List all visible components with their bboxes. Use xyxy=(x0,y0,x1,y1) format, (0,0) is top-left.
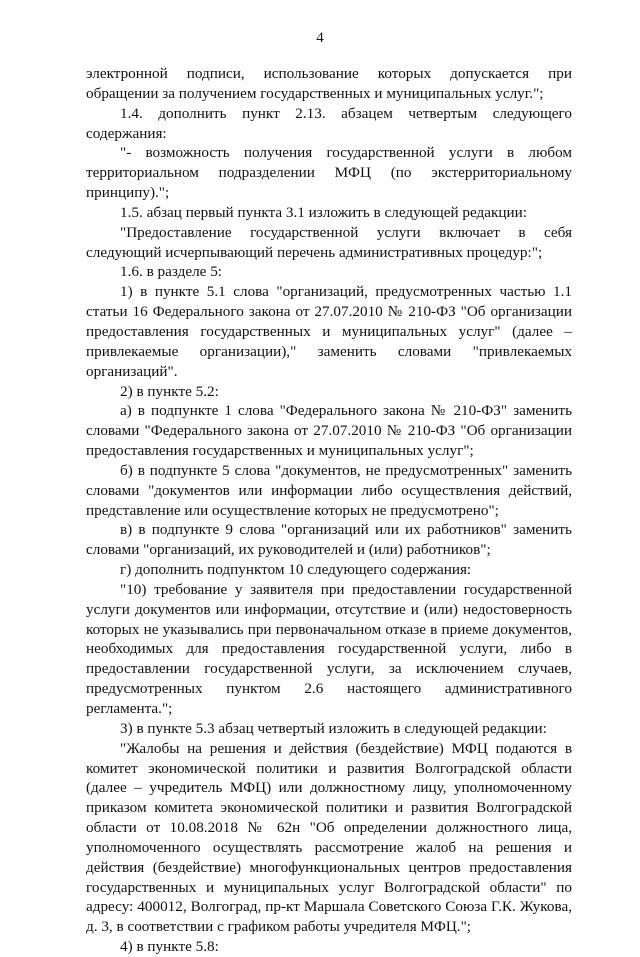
paragraph: 2) в пункте 5.2: xyxy=(120,382,219,400)
page-number: 4 xyxy=(316,30,324,46)
paragraph: г) дополнить подпунктом 10 следующего содержания: xyxy=(120,561,472,579)
paragraph: "- возможность получения государственной услуги в любом территориальном подразделении МФЦ (по экстерриториальному принципу)."; xyxy=(86,144,572,202)
paragraph: 1.5. абзац первый пункта 3.1 изложить в следующей редакции: xyxy=(120,203,527,221)
paragraph: а) в подпункте 1 слова "Федерального закона № 210-ФЗ" заменить словами "Федерального закона от 27.07.2010 № 210-ФЗ "Об организации предоставления государственных и муниципальных услуг"; xyxy=(86,402,572,460)
paragraph: "10) требование у заявителя при предоставлении государственной услуги документов или информации, отсутствие и (или) недостоверность которых не указывались при первоначальном отказе в приеме документов, необходимых для предоставления государственной услуги, либо в предоставлении государственной услуги, за исключением случаев, предусмотренных пунктом 2.6 настоящего административного регламента."; xyxy=(86,580,572,717)
paragraph: "Предоставление государственной услуги включает в себя следующий исчерпывающий перечень административных процедур:"; xyxy=(86,223,572,261)
paragraph: 4) в пункте 5.8: xyxy=(120,938,219,956)
paragraph: 3) в пункте 5.3 абзац четвертый изложить в следующей редакции: xyxy=(120,719,547,737)
paragraph: электронной подписи, использование которых допускается при обращении за получением государственных и муниципальных услуг."; xyxy=(86,65,572,102)
paragraph: 1.4. дополнить пункт 2.13. абзацем четвертым следующего содержания: xyxy=(86,104,572,142)
document-body xyxy=(86,64,572,957)
paragraph: "Жалобы на решения и действия (бездействие) МФЦ подаются в комитет экономической политики и развития Волгоградской области (далее – учредитель МФЦ) или должностному лицу, уполномоченному приказом комитета экономической политики и развития Волгоградской области от 10.08.2018 № 62н "Об определении должностного лица, уполномоченного осуществлять рассмотрение жалоб на решения и действия (бездействие) многофункциональных центров предоставления государственных и муниципальных услуг Волгоградской области" по адресу: 400012, Волгоград, пр-кт Маршала Советского Союза Г.К. Жукова, д. 3, в соответствии с графиком работы учредителя МФЦ."; xyxy=(86,739,572,936)
paragraph: б) в подпункте 5 слова "документов, не предусмотренных" заменить словами "документов или информации либо осуществления действий, представление или осуществление которых не предусмотрено"; xyxy=(86,461,572,519)
paragraph: 1) в пункте 5.1 слова "организаций, предусмотренных частью 1.1 статьи 16 Федерального закона от 27.07.2010 № 210-ФЗ "Об организации предоставления государственных и муниципальных услуг" (далее – привлекаемые организации)," заменить словами "привлекаемых организаций". xyxy=(86,283,572,380)
paragraph: в) в подпункте 9 слова "организаций или их работников" заменить словами "организаций, их руководителей и (или) работников"; xyxy=(86,521,572,559)
paragraph: 1.6. в разделе 5: xyxy=(120,263,223,281)
